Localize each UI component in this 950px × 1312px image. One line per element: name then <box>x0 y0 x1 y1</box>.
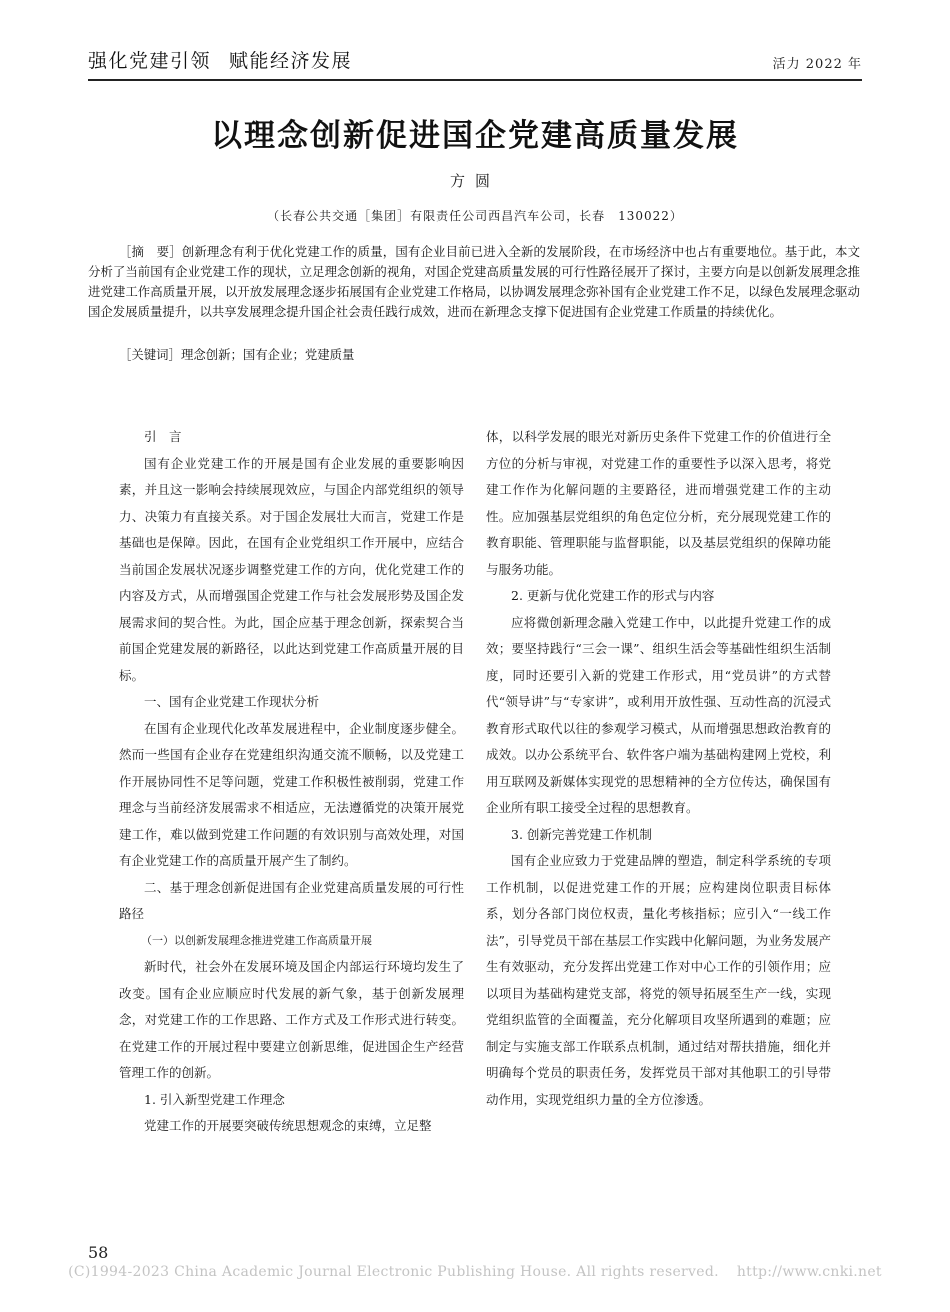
paragraph: 新时代，社会外在发展环境及国企内部运行环境均发生了改变。国有企业应顺应时代发展的新气象，基于创新发展理念，对党建工作的工作思路、工作方式及工作形式进行转变。在党建工作的开展过程中要建立创新思维，促进国企生产经营管理工作的创新。 <box>119 959 464 1080</box>
copyright-text: (C)1994-2023 China Academic Journal Electronic Publishing House. All rights reserved. <box>68 1264 719 1280</box>
right-column <box>486 424 831 1113</box>
article-title: 以理念创新促进国企党建高质量发展 <box>211 118 739 154</box>
item-heading-3: 3. 创新完善党建工作机制 <box>511 826 652 842</box>
left-column <box>119 424 464 1140</box>
item-heading-1: 1. 引入新型党建工作理念 <box>144 1091 285 1107</box>
running-header <box>88 47 862 81</box>
header-slogan-part-2: 赋能经济发展 <box>229 50 353 72</box>
paragraph: 国有企业党建工作的开展是国有企业发展的重要影响因素，并且这一影响会持续展现效应，与国企内部党组织的领导力、决策力有直接关系。对于国企发展壮大而言，党建工作是基础也是保障。因此，在国有企业党组织工作开展中，应结合当前国企发展状况逐步调整党建工作的方向，优化党建工作的内容及方式，从而增强国企党建工作与社会发展形势及国企发展需求间的契合性。为此，国企应基于理念创新，探索契合当前国企党建发展的新路径，以此达到党建工作高质量开展的目标。 <box>119 455 464 683</box>
item-heading-2: 2. 更新与优化党建工作的形式与内容 <box>511 588 715 603</box>
intro-heading: 引 言 <box>144 429 182 444</box>
abstract: ［摘 要］创新理念有利于优化党建工作的质量，国有企业目前已进入全新的发展阶段，在市场经济中也占有重要地位。基于此，本文分析了当前国有企业党建工作的现状，立足理念创新的视角，对国企党建高质量发展的可行性路径展开了探讨，主要方向是以创新发展理念推进党建工作高质量开展，以开放发展理念逐步拓展国有企业党建工作格局，以协调发展理念弥补国有企业党建工作不足，以绿色发展理念驱动国企发展质量提升，以共享发展理念提升国企社会责任践行成效，进而在新理念支撑下促进国有企业党建工作质量的持续优化。 <box>88 244 860 319</box>
subsection-heading-1: （一）以创新发展理念推进党建工作高质量开展 <box>141 933 372 947</box>
page-number: 58 <box>88 1243 109 1262</box>
paragraph: 国有企业应致力于党建品牌的塑造，制定科学系统的专项工作机制，以促进党建工作的开展；应构建岗位职责目标体系，划分各部门岗位权责，量化考核指标；应引入“一线工作法”，引导党员干部在基层工作实践中化解问题，为业务发展产生有效驱动，充分发挥出党建工作对中心工作的引领作用；应以项目为基础构建党支部，将党的领导拓展至生产一线，实现党组织监管的全面覆盖，充分化解项目攻坚所遇到的难题；应制定与实施支部工作联系点机制，通过结对帮扶措施，细化并明确每个党员的职责任务，发挥党员干部对其他职工的引导带动作用，实现党组织力量的全方位渗透。 <box>486 853 831 1107</box>
header-slogan <box>88 46 370 73</box>
section-heading-1: 一、国有企业党建工作现状分析 <box>144 694 320 709</box>
journal-issue: 活力 2022 年 <box>772 57 862 72</box>
author-name: 方圆 <box>449 172 500 190</box>
paragraph-continued: 体，以科学发展的眼光对新历史条件下党建工作的价值进行全方位的分析与审视，对党建工作的重要性予以深入思考，将党建工作作为化解问题的主要路径，进而增强党建工作的主动性。应加强基层党组织的角色定位分析，充分展现党建工作的教育职能、管理职能与监督职能，以及基层党组织的保障功能与服务功能。 <box>486 429 831 577</box>
author-affiliation: （长春公共交通［集团］有限责任公司西昌汽车公司，长春 130022） <box>267 209 683 223</box>
paragraph: 应将微创新理念融入党建工作中，以此提升党建工作的成效；要坚持践行“三会一课”、组织生活会等基础性组织生活制度，同时还要引入新的党建工作形式，用“党员讲”的方式替代“领导讲”与“专家讲”，或利用开放性强、互动性高的沉浸式教育形式取代以往的参观学习模式，从而增强思想政治教育的成效。以办公系统平台、软件客户端为基础构建网上党校，利用互联网及新媒体实现党的思想精神的全方位传达，确保国有企业所有职工接受全过程的思想教育。 <box>486 614 831 815</box>
header-slogan-part-1: 强化党建引领 <box>88 50 212 72</box>
keywords: ［关键词］理念创新；国有企业；党建质量 <box>119 347 355 362</box>
paragraph: 在国有企业现代化改革发展进程中，企业制度逐步健全。然而一些国有企业存在党建组织沟通交流不顺畅，以及党建工作开展协同性不足等问题，党建工作积极性被削弱，党建工作理念与当前经济发展需求不相适应，无法遵循党的决策开展党建工作，难以做到党建工作问题的有效识别与高效处理，对国有企业党建工作的高质量开展产生了制约。 <box>119 720 464 868</box>
section-heading-2: 二、基于理念创新促进国有企业党建高质量发展的可行性路径 <box>119 879 464 921</box>
copyright-footer <box>0 1264 950 1280</box>
footer-url: http://www.cnki.net <box>736 1264 882 1280</box>
paragraph: 党建工作的开展要突破传统思想观念的束缚，立足整 <box>144 1118 432 1133</box>
